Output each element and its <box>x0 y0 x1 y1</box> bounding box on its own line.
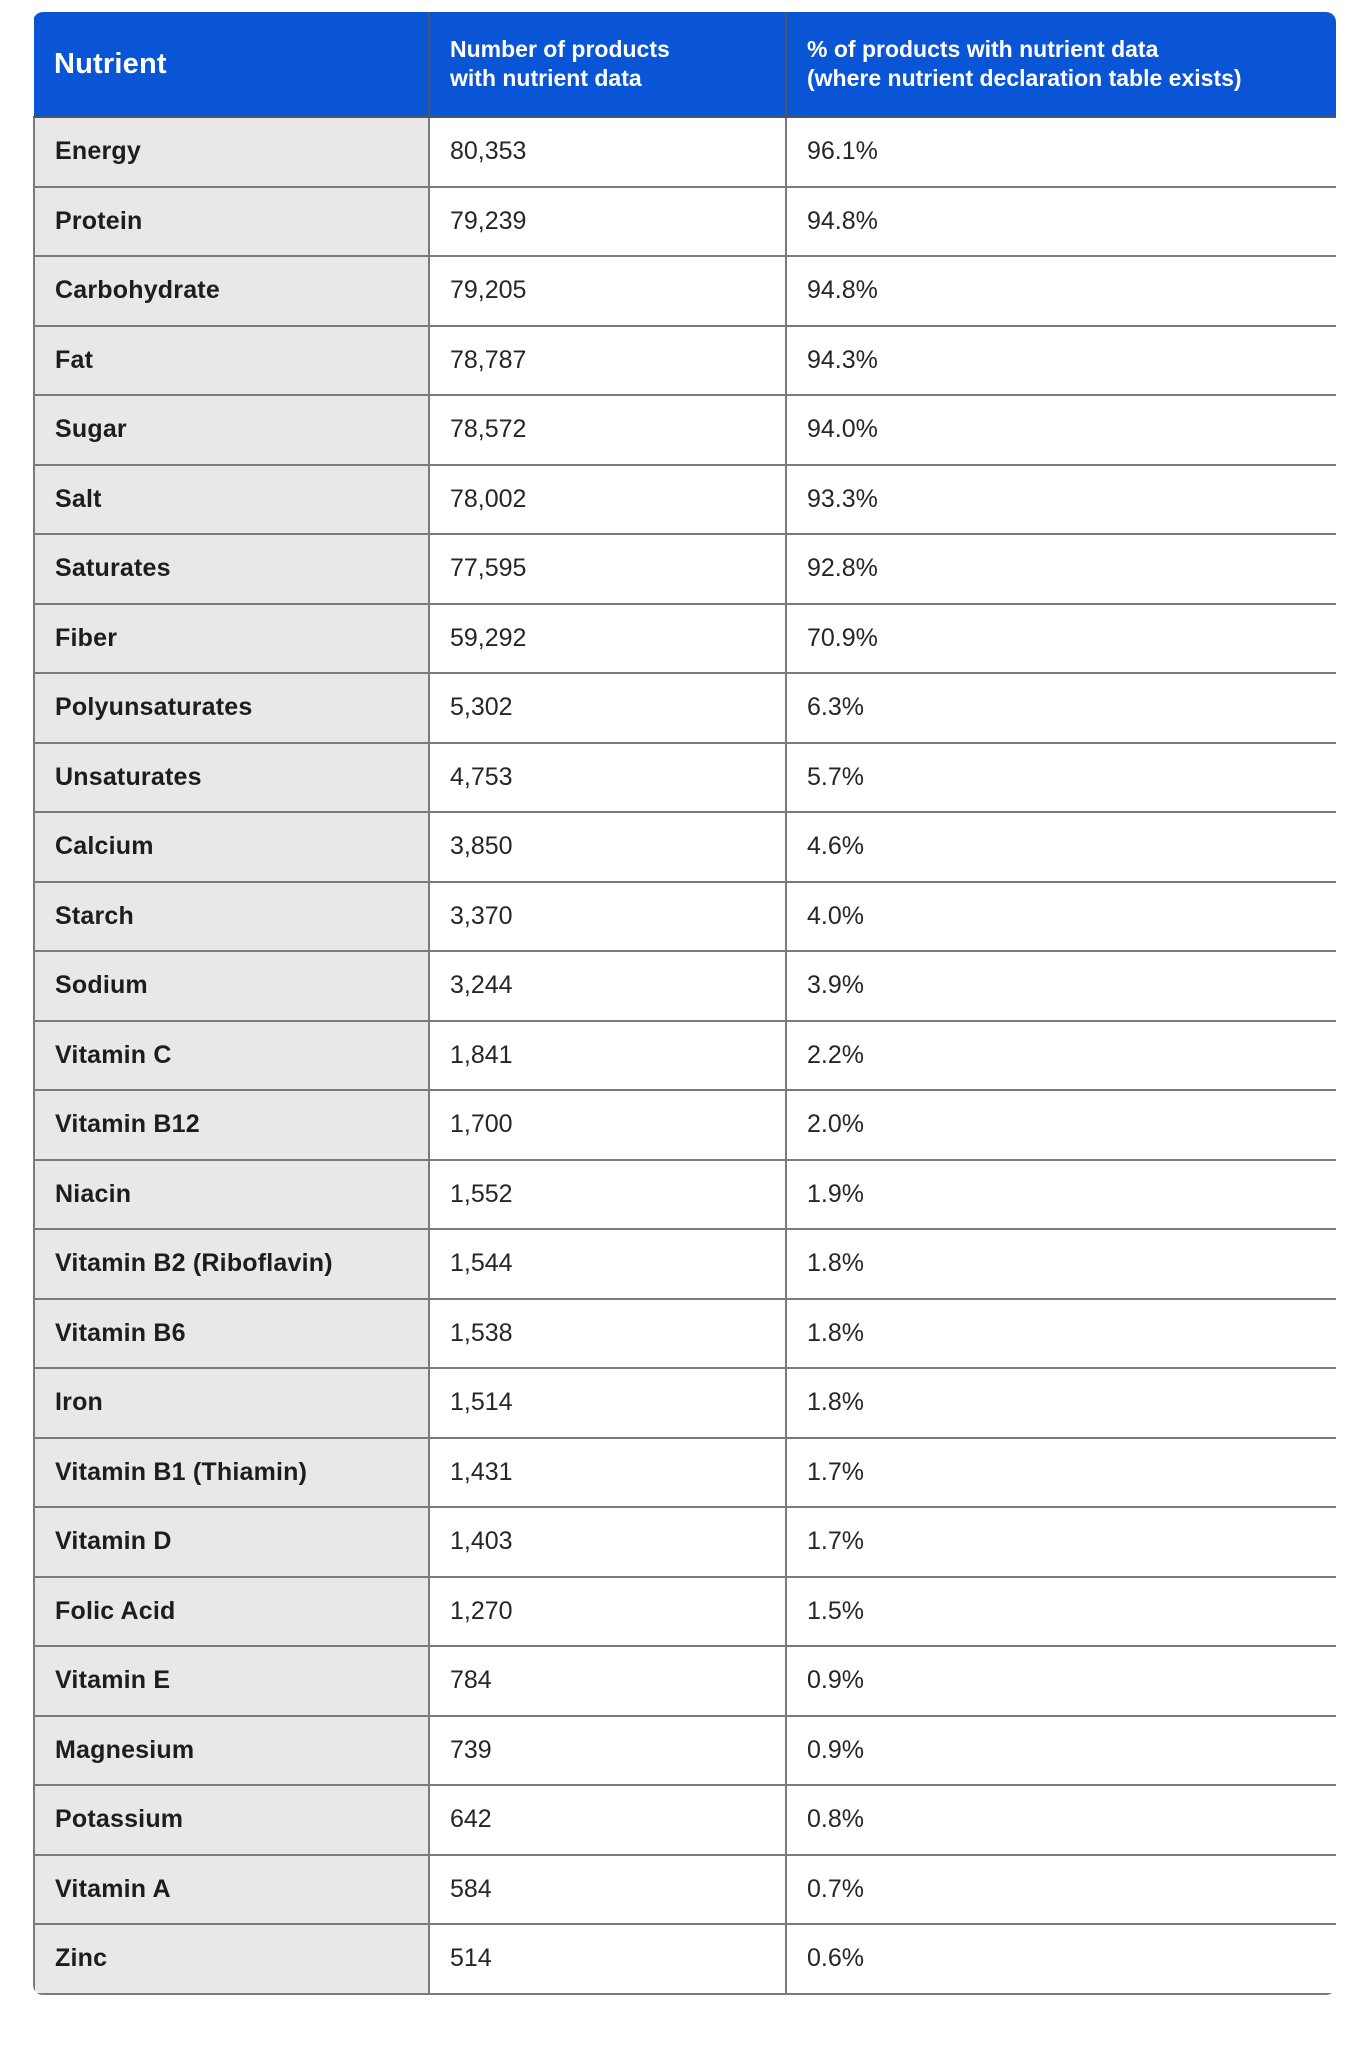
nutrient-cell: Magnesium <box>34 1716 429 1786</box>
header-label: Nutrient <box>54 47 167 80</box>
nutrient-cell: Salt <box>34 465 429 535</box>
percent-cell: 0.8% <box>786 1785 1336 1855</box>
percent-cell: 0.6% <box>786 1924 1336 1994</box>
table-row <box>34 395 1336 465</box>
count-cell: 79,205 <box>429 256 786 326</box>
header-row <box>34 12 1336 117</box>
percent-cell: 4.0% <box>786 882 1336 952</box>
nutrient-cell: Vitamin B12 <box>34 1090 429 1160</box>
nutrient-cell: Vitamin B1 (Thiamin) <box>34 1438 429 1508</box>
header-label-line1: Number of products <box>450 36 670 62</box>
percent-cell: 4.6% <box>786 812 1336 882</box>
count-cell: 3,244 <box>429 951 786 1021</box>
percent-cell: 1.7% <box>786 1438 1336 1508</box>
count-cell: 3,370 <box>429 882 786 952</box>
table-row <box>34 534 1336 604</box>
nutrient-cell: Protein <box>34 187 429 257</box>
table-row <box>34 1785 1336 1855</box>
header-label-line2: with nutrient data <box>450 65 642 91</box>
nutrient-cell: Calcium <box>34 812 429 882</box>
table-row <box>34 604 1336 674</box>
count-cell: 1,514 <box>429 1368 786 1438</box>
table-row <box>34 1368 1336 1438</box>
table-row <box>34 465 1336 535</box>
nutrient-cell: Potassium <box>34 1785 429 1855</box>
count-cell: 1,538 <box>429 1299 786 1369</box>
table-row <box>34 187 1336 257</box>
nutrient-cell: Fiber <box>34 604 429 674</box>
count-cell: 1,270 <box>429 1577 786 1647</box>
nutrient-cell: Sugar <box>34 395 429 465</box>
table-row <box>34 1507 1336 1577</box>
percent-cell: 94.8% <box>786 187 1336 257</box>
table-row <box>34 882 1336 952</box>
table-row <box>34 951 1336 1021</box>
nutrient-cell: Niacin <box>34 1160 429 1230</box>
count-cell: 1,431 <box>429 1438 786 1508</box>
percent-cell: 93.3% <box>786 465 1336 535</box>
count-cell: 739 <box>429 1716 786 1786</box>
table-header <box>34 12 1336 117</box>
count-cell: 642 <box>429 1785 786 1855</box>
percent-cell: 1.7% <box>786 1507 1336 1577</box>
count-cell: 78,787 <box>429 326 786 396</box>
percent-cell: 2.2% <box>786 1021 1336 1091</box>
count-cell: 59,292 <box>429 604 786 674</box>
percent-cell: 1.5% <box>786 1577 1336 1647</box>
percent-cell: 5.7% <box>786 743 1336 813</box>
count-cell: 1,403 <box>429 1507 786 1577</box>
percent-cell: 1.9% <box>786 1160 1336 1230</box>
percent-cell: 92.8% <box>786 534 1336 604</box>
percent-cell: 94.3% <box>786 326 1336 396</box>
nutrient-cell: Vitamin A <box>34 1855 429 1925</box>
count-cell: 1,700 <box>429 1090 786 1160</box>
count-cell: 78,572 <box>429 395 786 465</box>
count-cell: 3,850 <box>429 812 786 882</box>
nutrient-cell: Carbohydrate <box>34 256 429 326</box>
table-row <box>34 117 1336 187</box>
nutrient-cell: Vitamin B2 (Riboflavin) <box>34 1229 429 1299</box>
table-row <box>34 1855 1336 1925</box>
nutrient-cell: Unsaturates <box>34 743 429 813</box>
nutrient-cell: Vitamin D <box>34 1507 429 1577</box>
nutrient-cell: Vitamin E <box>34 1646 429 1716</box>
count-cell: 1,841 <box>429 1021 786 1091</box>
count-cell: 514 <box>429 1924 786 1994</box>
percent-cell: 1.8% <box>786 1368 1336 1438</box>
count-cell: 78,002 <box>429 465 786 535</box>
percent-cell: 1.8% <box>786 1229 1336 1299</box>
table-row <box>34 1646 1336 1716</box>
percent-cell: 94.8% <box>786 256 1336 326</box>
nutrient-cell: Zinc <box>34 1924 429 1994</box>
percent-cell: 0.7% <box>786 1855 1336 1925</box>
nutrient-cell: Sodium <box>34 951 429 1021</box>
nutrient-data-table <box>33 12 1336 1995</box>
nutrient-cell: Fat <box>34 326 429 396</box>
column-header-nutrient <box>34 12 429 117</box>
table-body <box>34 117 1336 1994</box>
table-row <box>34 1716 1336 1786</box>
count-cell: 784 <box>429 1646 786 1716</box>
table-row <box>34 1438 1336 1508</box>
count-cell: 77,595 <box>429 534 786 604</box>
percent-cell: 2.0% <box>786 1090 1336 1160</box>
nutrient-cell: Vitamin C <box>34 1021 429 1091</box>
table-row <box>34 743 1336 813</box>
table-row <box>34 326 1336 396</box>
count-cell: 584 <box>429 1855 786 1925</box>
column-header-percent <box>786 12 1336 117</box>
percent-cell: 94.0% <box>786 395 1336 465</box>
header-label-line2: (where nutrient declaration table exists) <box>807 65 1242 91</box>
nutrient-cell: Starch <box>34 882 429 952</box>
count-cell: 1,544 <box>429 1229 786 1299</box>
table-row <box>34 1160 1336 1230</box>
count-cell: 80,353 <box>429 117 786 187</box>
table-row <box>34 1090 1336 1160</box>
count-cell: 5,302 <box>429 673 786 743</box>
column-header-product-count <box>429 12 786 117</box>
table-row <box>34 673 1336 743</box>
table-row <box>34 1299 1336 1369</box>
percent-cell: 3.9% <box>786 951 1336 1021</box>
nutrient-cell: Folic Acid <box>34 1577 429 1647</box>
percent-cell: 96.1% <box>786 117 1336 187</box>
nutrient-cell: Energy <box>34 117 429 187</box>
table-row <box>34 1229 1336 1299</box>
percent-cell: 70.9% <box>786 604 1336 674</box>
nutrient-cell: Saturates <box>34 534 429 604</box>
nutrient-cell: Iron <box>34 1368 429 1438</box>
percent-cell: 0.9% <box>786 1716 1336 1786</box>
table-row <box>34 1021 1336 1091</box>
count-cell: 1,552 <box>429 1160 786 1230</box>
percent-cell: 6.3% <box>786 673 1336 743</box>
nutrient-cell: Polyunsaturates <box>34 673 429 743</box>
table-row <box>34 1577 1336 1647</box>
table-row <box>34 256 1336 326</box>
count-cell: 4,753 <box>429 743 786 813</box>
nutrient-cell: Vitamin B6 <box>34 1299 429 1369</box>
percent-cell: 0.9% <box>786 1646 1336 1716</box>
header-label-line1: % of products with nutrient data <box>807 36 1159 62</box>
percent-cell: 1.8% <box>786 1299 1336 1369</box>
table-row <box>34 1924 1336 1994</box>
count-cell: 79,239 <box>429 187 786 257</box>
table-row <box>34 812 1336 882</box>
nutrient-table-container <box>33 12 1336 1995</box>
